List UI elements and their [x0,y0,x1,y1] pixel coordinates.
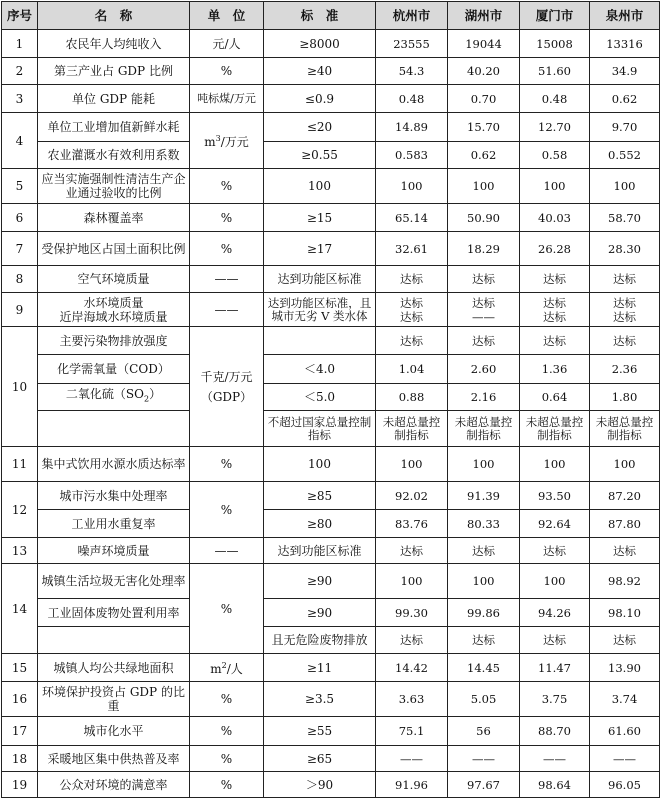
value-huzhou: 50.90 [448,204,520,232]
indicator-standard: ≥55 [264,717,376,746]
value-hangzhou: 3.63 [376,682,448,717]
value-quanzhou [590,293,660,327]
row-no: 11 [2,447,38,482]
value-quanzhou: 100 [590,169,660,204]
value-xiamen: 26.28 [520,232,590,266]
table-row [2,746,660,772]
value-hangzhou: 23555 [376,30,448,58]
indicator-name: 工业用水重复率 [38,510,190,538]
name-line-1: 水环境质量 [83,295,144,310]
indicator-standard: ≥40 [264,58,376,85]
indicator-standard: 且无危险废物排放 [264,627,376,654]
indicator-standard: ＜4.0 [264,355,376,384]
value-hangzhou: 91.96 [376,772,448,798]
indicator-unit: % [190,58,264,85]
value-quanzhou: 未超总量控制指标 [590,411,660,447]
value-huzhou: 5.05 [448,682,520,717]
indicator-unit: 元/人 [190,30,264,58]
header-huzhou: 湖州市 [448,2,520,30]
table-row [2,510,660,538]
value-quanzhou: 1.80 [590,384,660,411]
value-huzhou: 56 [448,717,520,746]
value-hangzhou: 92.02 [376,482,448,510]
indicator-standard: ≥65 [264,746,376,772]
indicator-standard: ≤0.9 [264,85,376,113]
unit-base: m [210,662,222,676]
indicator-name: 集中式饮用水源水质达标率 [38,447,190,482]
value-hangzhou: —— [376,746,448,772]
value-xiamen: 3.75 [520,682,590,717]
indicator-standard: ≤20 [264,113,376,142]
value-huzhou: —— [448,746,520,772]
row-no: 1 [2,30,38,58]
value-hangzhou: 未超总量控制指标 [376,411,448,447]
name-sub: 2 [143,394,150,404]
header-no: 序号 [2,2,38,30]
indicator-standard: ≥80 [264,510,376,538]
row-no: 9 [2,293,38,327]
value-hangzhou: 0.48 [376,85,448,113]
indicator-name: 公众对环境的满意率 [38,772,190,798]
value-huzhou: 15.70 [448,113,520,142]
indicator-standard: ≥0.55 [264,142,376,169]
value-quanzhou: 61.60 [590,717,660,746]
table-row [2,482,660,510]
indicator-standard: 不超过国家总量控制指标 [264,411,376,447]
value-huzhou: 80.33 [448,510,520,538]
value-hangzhou: 100 [376,169,448,204]
unit-tail: /万元 [220,135,249,149]
value-quanzhou: 87.80 [590,510,660,538]
value-xiamen: 11.47 [520,654,590,682]
value-huzhou: 未超总量控制指标 [448,411,520,447]
indicator-name [38,384,190,411]
indicator-name [38,411,190,447]
row-no: 13 [2,538,38,564]
header-quanzhou: 泉州市 [590,2,660,30]
value-xiamen: 0.58 [520,142,590,169]
value-hangzhou: 14.89 [376,113,448,142]
value-xiamen: 12.70 [520,113,590,142]
indicator-name: 主要污染物排放强度 [38,327,190,355]
table-row [2,599,660,627]
indicator-unit: % [190,772,264,798]
indicator-name: 采暖地区集中供热普及率 [38,746,190,772]
value-xiamen: —— [520,746,590,772]
row-no: 15 [2,654,38,682]
value-quanzhou: 达标 [590,327,660,355]
indicator-name [38,627,190,654]
value-huzhou: 14.45 [448,654,520,682]
value-huzhou: 99.86 [448,599,520,627]
value-hangzhou: 0.88 [376,384,448,411]
table-row [2,447,660,482]
table-row [2,654,660,682]
value-huzhou: 40.20 [448,58,520,85]
indicator-name: 城市污水集中处理率 [38,482,190,510]
indicator-standard: 达到功能区标准 [264,266,376,293]
indicator-name: 城镇人均公共绿地面积 [38,654,190,682]
table-row [2,142,660,169]
indicator-unit: % [190,746,264,772]
value-hangzhou: 达标 [376,327,448,355]
indicator-unit [190,654,264,682]
value-quanzhou: 达标 [590,627,660,654]
table-row [2,113,660,142]
value-quanzhou: 58.70 [590,204,660,232]
value-quanzhou: 2.36 [590,355,660,384]
indicator-name: 噪声环境质量 [38,538,190,564]
indicator-standard: ≥85 [264,482,376,510]
value-hangzhou: 100 [376,564,448,599]
indicator-name: 单位工业增加值新鲜水耗 [38,113,190,142]
indicator-name: 应当实施强制性清洁生产企业通过验收的比例 [38,169,190,204]
row-no: 3 [2,85,38,113]
indicator-standard: ≥90 [264,564,376,599]
value-line-2: 达标 [543,309,566,324]
value-huzhou: 100 [448,447,520,482]
row-no: 10 [2,327,38,447]
value-hangzhou: 1.04 [376,355,448,384]
indicator-name: 空气环境质量 [38,266,190,293]
value-xiamen: 100 [520,564,590,599]
value-huzhou: 达标 [448,538,520,564]
table-row [2,772,660,798]
value-quanzhou: 13.90 [590,654,660,682]
unit-base: m [204,135,216,149]
value-xiamen: 达标 [520,266,590,293]
row-no: 17 [2,717,38,746]
indicator-unit: % [190,717,264,746]
indicator-name: 农民年人均纯收入 [38,30,190,58]
table-row [2,58,660,85]
table-row [2,717,660,746]
table-row [2,204,660,232]
indicator-standard: 100 [264,447,376,482]
row-no: 14 [2,564,38,654]
value-quanzhou: 28.30 [590,232,660,266]
row-no: 5 [2,169,38,204]
unit-line-2: （GDP） [200,389,253,404]
value-hangzhou: 83.76 [376,510,448,538]
indicator-unit: —— [190,538,264,564]
value-xiamen: 93.50 [520,482,590,510]
value-xiamen: 51.60 [520,58,590,85]
value-hangzhou: 54.3 [376,58,448,85]
value-huzhou: 91.39 [448,482,520,510]
indicator-unit: % [190,447,264,482]
header-xiamen: 厦门市 [520,2,590,30]
value-huzhou: 19044 [448,30,520,58]
value-line-1: 达标 [613,295,636,310]
row-no: 8 [2,266,38,293]
value-xiamen: 达标 [520,327,590,355]
indicator-name [38,293,190,327]
indicator-unit: % [190,482,264,538]
value-xiamen: 未超总量控制指标 [520,411,590,447]
indicator-standard: 达到功能区标准 [264,538,376,564]
table-row [2,169,660,204]
value-quanzhou: 98.10 [590,599,660,627]
value-huzhou: 2.16 [448,384,520,411]
name-tail: ） [149,387,162,402]
indicator-standard: ＜5.0 [264,384,376,411]
value-huzhou: 达标 [448,327,520,355]
row-no: 7 [2,232,38,266]
value-quanzhou: 96.05 [590,772,660,798]
value-hangzhou: 14.42 [376,654,448,682]
value-xiamen: 98.64 [520,772,590,798]
value-huzhou: 100 [448,169,520,204]
value-xiamen: 0.64 [520,384,590,411]
value-xiamen: 达标 [520,538,590,564]
header-name: 名 称 [38,2,190,30]
indicator-standard: 100 [264,169,376,204]
table-row [2,266,660,293]
header-unit: 单 位 [190,2,264,30]
indicator-name: 农业灌溉水有效利用系数 [38,142,190,169]
indicator-name: 单位 GDP 能耗 [38,85,190,113]
value-huzhou: 100 [448,564,520,599]
value-xiamen: 100 [520,447,590,482]
indicator-standard: 达到功能区标准，且城市无劣 V 类水体 [264,293,376,327]
row-no: 12 [2,482,38,538]
value-quanzhou: 98.92 [590,564,660,599]
value-xiamen: 88.70 [520,717,590,746]
value-line-1: 达标 [472,295,495,310]
value-hangzhou: 99.30 [376,599,448,627]
indicator-unit [190,327,264,447]
value-huzhou [448,293,520,327]
value-quanzhou: 0.552 [590,142,660,169]
value-quanzhou: 0.62 [590,85,660,113]
value-quanzhou: 9.70 [590,113,660,142]
header-row [2,2,660,30]
value-hangzhou: 100 [376,447,448,482]
value-quanzhou: 达标 [590,538,660,564]
indicator-unit: % [190,682,264,717]
indicator-name: 森林覆盖率 [38,204,190,232]
value-xiamen: 100 [520,169,590,204]
indicator-name: 环境保护投资占 GDP 的比重 [38,682,190,717]
value-line-2: 达标 [400,309,423,324]
value-xiamen: 15008 [520,30,590,58]
indicator-unit: % [190,204,264,232]
value-hangzhou: 达标 [376,538,448,564]
value-hangzhou: 达标 [376,266,448,293]
row-no: 18 [2,746,38,772]
value-xiamen: 1.36 [520,355,590,384]
table-row [2,30,660,58]
indicator-standard: ≥11 [264,654,376,682]
indicator-standard: ＞90 [264,772,376,798]
value-quanzhou: 3.74 [590,682,660,717]
indicator-standard: ≥3.5 [264,682,376,717]
value-xiamen: 达标 [520,627,590,654]
indicator-unit [190,113,264,169]
indicator-standard: ≥17 [264,232,376,266]
table-row [2,327,660,355]
indicator-standard: ≥8000 [264,30,376,58]
value-xiamen: 0.48 [520,85,590,113]
row-no: 4 [2,113,38,169]
value-hangzhou: 75.1 [376,717,448,746]
unit-sup: 2 [221,661,227,670]
value-huzhou: 0.62 [448,142,520,169]
table-row [2,232,660,266]
indicator-unit: —— [190,293,264,327]
indicator-standard: ≥90 [264,599,376,627]
table-row [2,564,660,599]
indicator-unit: % [190,232,264,266]
unit-line-1: 千克/万元 [200,369,253,384]
indicator-standard [264,327,376,355]
table-row [2,355,660,384]
value-quanzhou: 34.9 [590,58,660,85]
value-line-1: 达标 [543,295,566,310]
value-huzhou: 2.60 [448,355,520,384]
indicator-name: 第三产业占 GDP 比例 [38,58,190,85]
indicator-unit: % [190,169,264,204]
row-no: 16 [2,682,38,717]
value-quanzhou: 达标 [590,266,660,293]
value-huzhou: 0.70 [448,85,520,113]
table-row [2,627,660,654]
value-line-2: 达标 [613,309,636,324]
value-quanzhou: 100 [590,447,660,482]
name-base: 二氧化硫（SO [65,387,144,402]
value-quanzhou: —— [590,746,660,772]
value-huzhou: 达标 [448,627,520,654]
value-line-1: 达标 [400,295,423,310]
value-hangzhou: 65.14 [376,204,448,232]
value-quanzhou: 13316 [590,30,660,58]
indicator-name: 化学需氧量（COD） [38,355,190,384]
table-row [2,682,660,717]
value-hangzhou: 32.61 [376,232,448,266]
indicator-unit: % [190,564,264,654]
value-huzhou: 达标 [448,266,520,293]
table-row [2,384,660,411]
table-row [2,411,660,447]
indicator-standard: ≥15 [264,204,376,232]
indicator-name: 城市化水平 [38,717,190,746]
row-no: 2 [2,58,38,85]
value-huzhou: 97.67 [448,772,520,798]
unit-sup: 3 [215,134,221,143]
value-hangzhou: 达标 [376,627,448,654]
indicator-name: 工业固体废物处置利用率 [38,599,190,627]
value-xiamen: 92.64 [520,510,590,538]
value-line-2: —— [472,309,495,324]
value-xiamen [520,293,590,327]
table-row [2,293,660,327]
value-xiamen: 40.03 [520,204,590,232]
value-quanzhou: 87.20 [590,482,660,510]
row-no: 19 [2,772,38,798]
value-huzhou: 18.29 [448,232,520,266]
value-xiamen: 94.26 [520,599,590,627]
name-line-2: 近岸海域水环境质量 [59,309,168,324]
unit-tail: /人 [226,662,243,676]
value-hangzhou: 0.583 [376,142,448,169]
indicator-unit: —— [190,266,264,293]
row-no: 6 [2,204,38,232]
indicator-table [1,1,660,798]
indicator-name: 受保护地区占国土面积比例 [38,232,190,266]
header-hangzhou: 杭州市 [376,2,448,30]
indicator-unit: 吨标煤/万元 [190,85,264,113]
value-hangzhou [376,293,448,327]
indicator-name: 城镇生活垃圾无害化处理率 [38,564,190,599]
table-row [2,85,660,113]
header-standard: 标 准 [264,2,376,30]
table-row [2,538,660,564]
